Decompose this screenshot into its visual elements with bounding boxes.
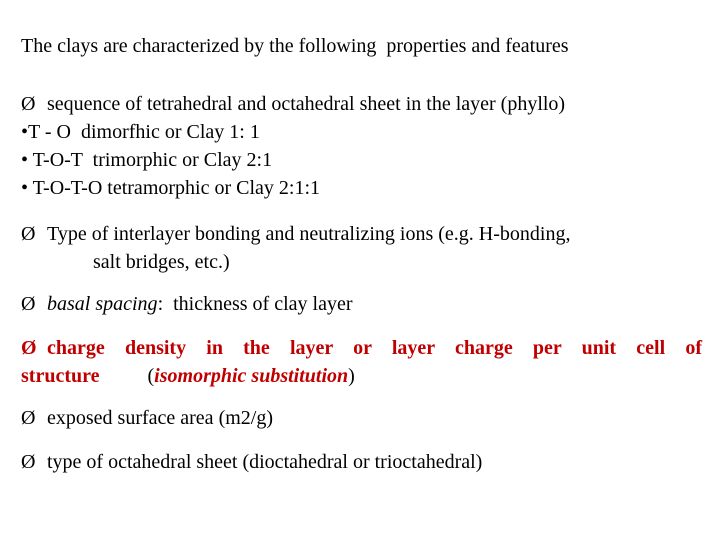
list-item-text: sequence of tetrahedral and octahedral sheet in the layer (phyllo) xyxy=(47,93,566,115)
list-item-sequence xyxy=(21,92,565,116)
sub-item-2 xyxy=(21,148,272,172)
list-item-surface-area xyxy=(21,406,273,430)
list-item-text: type of octahedral sheet (dioctahedral or trioctahedral) xyxy=(47,451,483,473)
list-item-charge-density xyxy=(21,336,702,360)
term-isomorphic-substitution: isomorphic substitution xyxy=(154,365,349,387)
list-item-charge-continuation xyxy=(21,364,355,388)
list-item-text: exposed surface area (m2/g) xyxy=(47,407,273,429)
list-item-text: Type of interlayer bonding and neutralizing ions (e.g. H-bonding, xyxy=(47,223,571,245)
arrow-bullet-icon: Ø xyxy=(21,293,36,315)
word-structure: structure xyxy=(21,365,100,387)
term-basal-spacing: basal spacing xyxy=(47,293,158,315)
arrow-bullet-icon: Ø xyxy=(21,451,36,473)
list-item-basal-spacing xyxy=(21,292,353,316)
arrow-bullet-icon: Ø xyxy=(21,407,36,429)
list-item-continuation: salt bridges, etc.) xyxy=(93,251,230,273)
sub-item-3 xyxy=(21,176,320,200)
arrow-bullet-icon: Ø xyxy=(21,337,37,359)
paren-close: ) xyxy=(348,365,355,387)
list-item-text: : thickness of clay layer xyxy=(157,293,353,315)
list-item-text: charge density in the layer or layer charge per unit cell of xyxy=(47,337,702,359)
arrow-bullet-icon: Ø xyxy=(21,93,36,115)
arrow-bullet-icon: Ø xyxy=(21,223,36,245)
dot-bullet-icon: • xyxy=(21,149,29,171)
intro-heading: The clays are characterized by the following properties and features xyxy=(21,35,569,57)
dot-bullet-icon: • xyxy=(21,177,29,199)
sub-item-text: T - O dimorfhic or Clay 1: 1 xyxy=(28,121,260,143)
list-item-interlayer xyxy=(21,222,570,246)
sub-item-1 xyxy=(21,120,260,144)
sub-item-text: T-O-T trimorphic or Clay 2:1 xyxy=(32,149,273,171)
list-item-octahedral-sheet xyxy=(21,450,482,474)
dot-bullet-icon: • xyxy=(21,121,29,143)
paren-open: ( xyxy=(147,365,155,387)
sub-item-text: T-O-T-O tetramorphic or Clay 2:1:1 xyxy=(32,177,321,199)
